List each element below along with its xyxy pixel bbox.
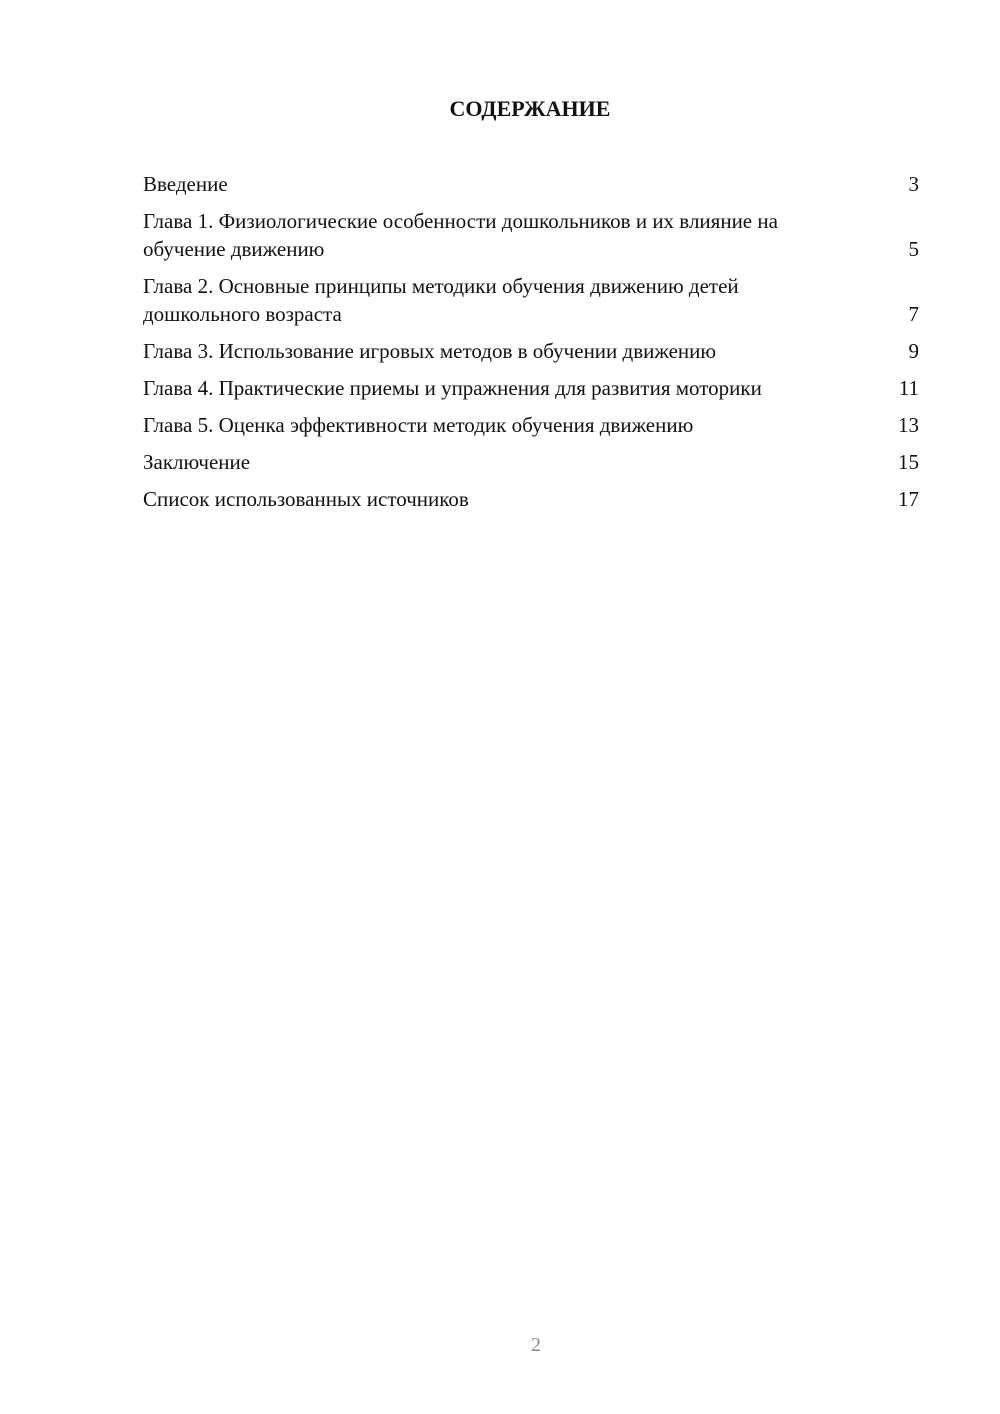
toc-entry-page: 13	[898, 413, 919, 437]
toc-entry	[143, 272, 919, 328]
toc-entry-label: Введение	[143, 172, 228, 196]
toc-entry-label: Список использованных источников	[143, 487, 469, 511]
toc-entry-page: 11	[898, 376, 919, 400]
toc-entry	[143, 485, 919, 513]
toc-entry-label: Глава 5. Оценка эффективности методик обучения движению	[143, 413, 694, 437]
toc-entry-page: 5	[908, 237, 919, 261]
page-number: 2	[531, 1334, 541, 1356]
toc-entry	[143, 207, 919, 263]
toc-entry	[143, 374, 919, 402]
toc-entry-page: 17	[898, 487, 919, 511]
toc-entry	[143, 411, 919, 439]
toc-entry-label: Глава 1. Физиологические особенности дошкольников и их влияние на обучение движению	[143, 209, 778, 261]
table-of-contents	[143, 170, 919, 522]
toc-entry-page: 3	[908, 172, 919, 196]
toc-entry-page: 7	[908, 302, 919, 326]
toc-entry-page: 9	[908, 339, 919, 363]
toc-entry	[143, 170, 919, 198]
toc-entry-label: Глава 2. Основные принципы методики обучения движению детей дошкольного возраста	[143, 274, 739, 326]
page-title: СОДЕРЖАНИЕ	[449, 96, 611, 121]
toc-entry-label: Глава 4. Практические приемы и упражнения для развития моторики	[143, 376, 762, 400]
toc-entry	[143, 337, 919, 365]
toc-entry-page: 15	[898, 450, 919, 474]
toc-entry	[143, 448, 919, 476]
toc-entry-label: Глава 3. Использование игровых методов в обучении движению	[143, 339, 717, 363]
toc-entry-label: Заключение	[143, 450, 251, 474]
